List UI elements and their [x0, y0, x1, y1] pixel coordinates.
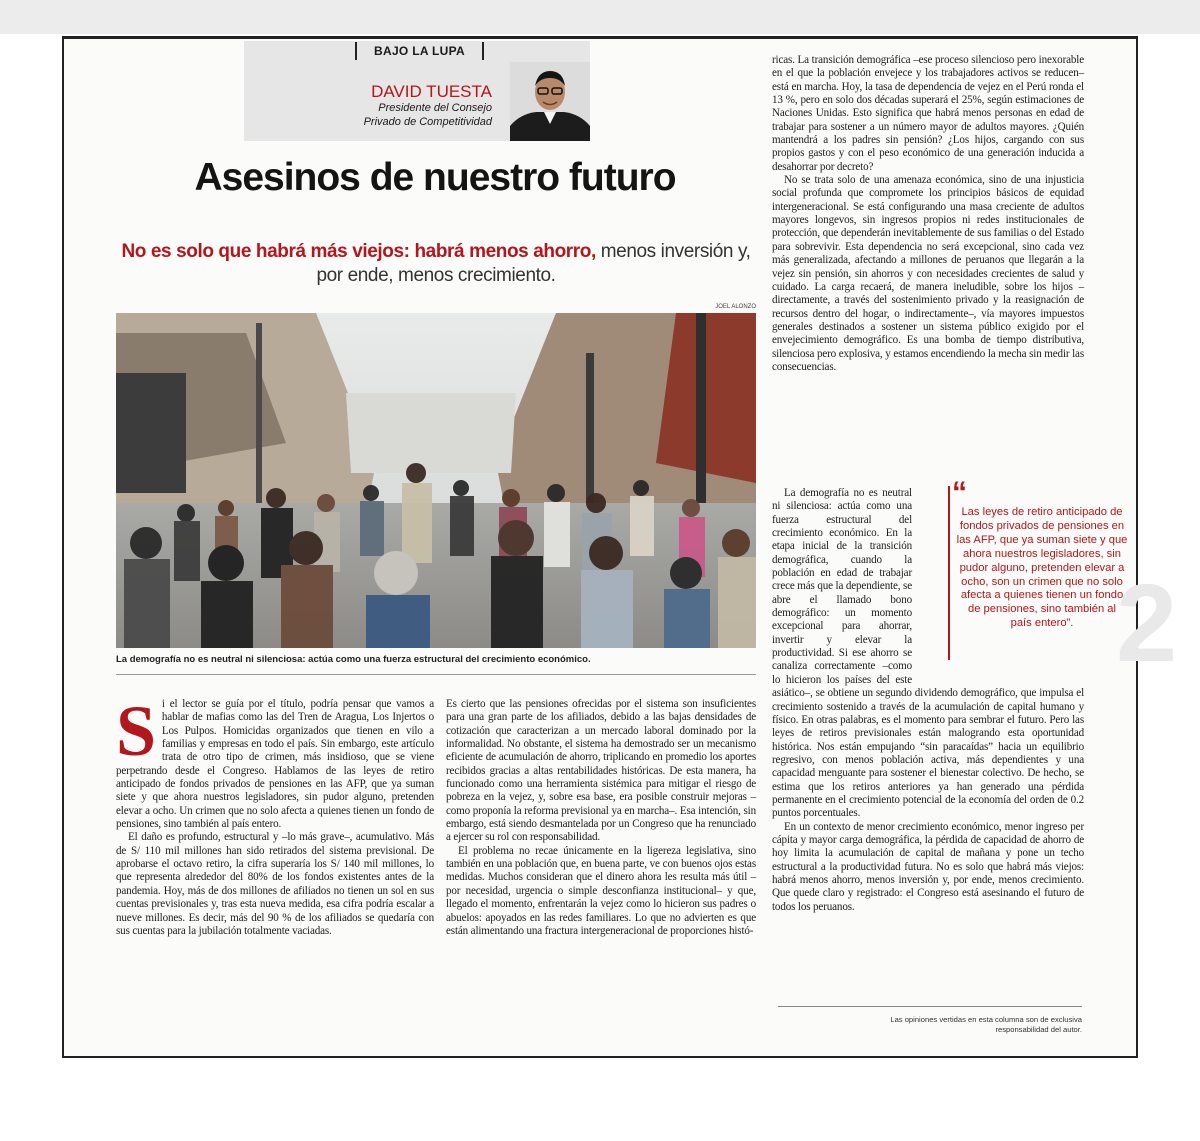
- disclaimer-rule: [778, 1006, 1082, 1007]
- street-crowd-photo: [116, 313, 756, 648]
- col1-paragraph-1: i el lector se guía por el título, podría pensar que vamos a hablar de mafias como las del Tren de Aragua, Los Injertos o Los Pulpos. Homicidas organizados que tienen en vilo a familias y empresas en todo el país. Sin embargo, este artículo trata de otro tipo de crimen, más insidioso, que se viene perpetrando desde el Congreso. Hablamos de las leyes de retiro anticipado de fondos privados de pensiones en las AFP, que ya suman siete y que ahora nuestros legisladores, sin pudor alguno, pretenden elevar a ocho. Un crimen que no solo afecta a quienes tienen un fondo de pensiones, sino también al país entero.: [116, 698, 434, 831]
- pull-quote-text: Las leyes de retiro anticipado de fondos privados de pensiones en las AFP, que ya suman siete y que ahora nuestros legisladores, sin pudor alguno, pretenden elevar a ocho, son un crimen que no solo afecta a quienes tienen un fondo de pensiones, sino también al país entero”.: [956, 506, 1128, 630]
- crowd-street-image: [116, 313, 756, 648]
- top-band: [0, 0, 1200, 34]
- section-kicker: BAJO LA LUPA: [355, 42, 484, 60]
- col2-paragraph-1: Es cierto que las pensiones ofrecidas por el sistema son insuficientes para una gran parte de los afiliados, debido a las bajas densidades de cotización que caracterizan a un mercado laboral dominado por la informalidad. No obstante, el sistema ha demostrado ser un mecanismo eficiente de acumulación de ahorro, triplicando en promedio los aportes recibidos gracias a altas rentabilidades históricas. De esta manera, ha funcionado como una herramienta sistémica para mitigar el riesgo de pobreza en la vejez, y, sobre esa base, era posible construir mejoras –como proponía la reforma previsional ya en marcha–. Esa intención, sin embargo, está siendo desmantelada por un Congreso que ha renunciado a ejercer su rol con responsabilidad.: [446, 698, 756, 844]
- col1-paragraph-2: El daño es profundo, estructural y –lo más grave–, acumulativo. Más de S/ 110 mil millones han sido retirados del sistema previsional. De aprobarse el octavo retiro, la cifra superaría los S/ 140 mil millones, lo que representa alrededor del 80% de los fondos existentes antes de la pandemia. Hoy, más de dos millones de afiliados no tienen un sol en sus cuentas previsionales y, tras esta nueva medida, esa cifra podría escalar a nueve millones. Es decir, más del 90 % de los afiliados se quedaría con sus cuentas para la jubilación totalmente vaciadas.: [116, 831, 434, 937]
- column-2: [446, 698, 756, 938]
- caption-separator: [116, 674, 756, 675]
- deck-rest: menos inversión y, por ende, menos crecimiento.: [316, 241, 751, 286]
- top-rule: [62, 36, 1138, 39]
- drop-cap: S: [116, 691, 156, 771]
- deck-subtitle: [114, 240, 758, 288]
- col2-paragraph-2: El problema no recae únicamente en la ligereza legislativa, sino también en una población que, en buena parte, ve con buenos ojos estas medidas. Muchos consideran que el dinero ahora les resulta más útil –por necesidad, urgencia o simple desconfianza institucional– y que, llegado el momento, enfrentarán la vejez como lo hicieron sus padres o abuelos: apoyados en las redes familiares. Lo que no advierten es que están alimentando una fractura intergeneracional de proporciones histó-: [446, 844, 756, 937]
- disclaimer-text: Las opiniones vertidas en esta columna son de exclusiva responsabilidad del autor.: [890, 1015, 1082, 1034]
- col3-paragraph-2: No se trata solo de una amenaza económica, sino de una injusticia social profunda que compromete los principios básicos de equidad intergeneracional. Se está configurando una masa creciente de adultos mayores longevos, sin ingresos propios ni redes institucionales de protección, que dependerán inevitablemente de sus familias o del Estado para sobrevivir. Esta dependencia no será excepcional, sino cada vez más generalizada, afectando a millones de peruanos que llegarán a la vejez sin pensión, sin ahorros y con necesidades crecientes de salud y cuidado. La carga recaerá, de manera ineludible, sobre los hijos –directamente, a través del sostenimiento privado y la reasignación de recursos dentro del hogar, o indirectamente–, vía mayores impuestos generales destinados a sostener un sistema público exigido por el envejecimiento demográfico. Es una bomba de tiempo distributiva, silenciosa pero explosiva, y estamos encendiendo la mecha sin medir las consecuencias.: [772, 174, 1084, 373]
- col3-paragraph-3: La demografía no es neutral ni silenciosa: actúa como una fuerza estructural del crecimiento económico. En la etapa inicial de la transición demográfica, cuando la población en edad de trabajar crece más que la dependiente, se abre el llamado bono demográfico: un momento excepcional para ahorrar, invertir y elevar la productividad. Si ese ahorro se canaliza correctamente –como lo hicieron los países del este asiático–, se obtiene un segundo dividendo demográfico, que impulsa el crecimiento sostenido a través de la acumulación de capital humano y físico. En otras palabras, es el momento para sembrar el futuro. Pero las leyes de retiros previsionales están malogrando esta oportunidad histórica. Nos están empujando “sin paracaídas” hacia un equilibrio regresivo, con menos población activa, más dependientes y una capacidad menguante para sostener el bienestar colectivo. De hecho, se estima que los retiros anteriores ya han generado una pérdida permanente en el crecimiento potencial de la economía del orden de 0.2 puntos porcentuales.: [772, 487, 1084, 820]
- col3-paragraph-1: ricas. La transición demográfica –ese proceso silencioso pero inexorable en el que la población envejece y los trabajadores activos se reducen– está en marcha. Hoy, la tasa de dependencia de vejez en el Perú ronda el 13 %, pero en solo dos décadas superará el 25%, según estimaciones de Naciones Unidas. Esto significa que habrá menos personas en edad de trabajar para sostener a un número mayor de adultos mayores. ¿Quién mantendrá a los padres sin pensión? ¿Los hijos, cargando con sus propios gastos y con el peso económico de una generación inducida a desahorrar por decreto?: [772, 54, 1084, 173]
- author-portrait-image: [510, 62, 590, 141]
- author-role-line-1: Presidente del Consejo: [378, 102, 492, 114]
- background-watermark: 2: [1116, 562, 1178, 685]
- author-name: DAVID TUESTA: [371, 82, 492, 101]
- author-role: [300, 101, 492, 129]
- pull-quote-mark: “: [952, 476, 967, 509]
- bottom-rule: [62, 1056, 1138, 1058]
- photo-credit: JOEL ALONZO: [715, 304, 756, 310]
- deck-highlight: No es solo que habrá más viejos: habrá menos ahorro,: [121, 241, 596, 262]
- col3-paragraph-4: En un contexto de menor crecimiento económico, menor ingreso per cápita y mayor carga demográfica, la pérdida de capacidad de ahorro de hoy limita la acumulación de capital de mañana y pone un techo estructural a la productividad futura. No es solo que habrá más viejos: habrá menos ahorro, menos inversión y, por ende, menos crecimiento. Que quede claro y registrado: el Congreso está asesinando el futuro de todos los peruanos.: [772, 820, 1084, 913]
- column-1: [116, 691, 434, 938]
- headline: Asesinos de nuestro futuro: [194, 156, 676, 199]
- photo-caption: La demografía no es neutral ni silenciosa: actúa como una fuerza estructural del crecimiento económico.: [116, 654, 591, 665]
- column-3-top: [772, 54, 1084, 374]
- author-role-line-2: Privado de Competitividad: [363, 116, 492, 128]
- author-photo: [510, 62, 590, 141]
